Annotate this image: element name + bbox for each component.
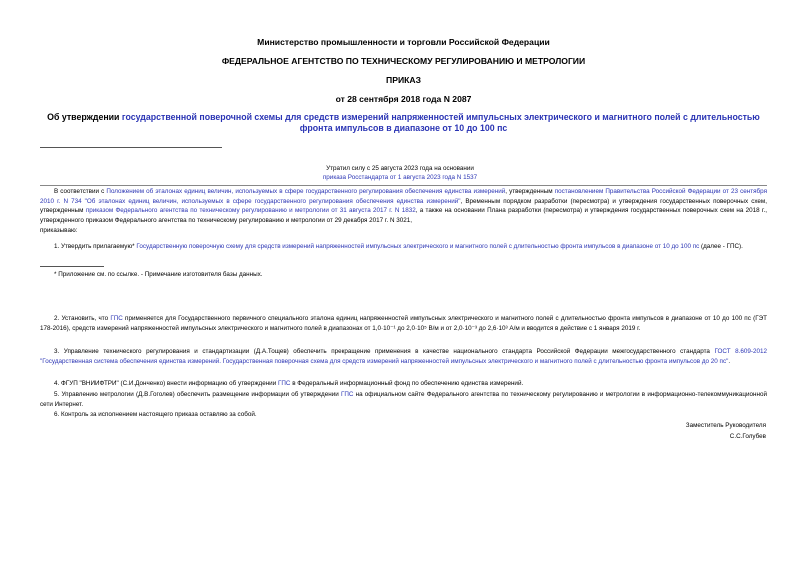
item-5: 5. Управлению метрологии (Д.В.Гоголев) обеспечить размещение информации об утверждении ГПС на официальном сайте Федерального агентства по техническому регулированию и метрологии в информационно-телекоммуникационной сети Интернет.	[40, 391, 767, 408]
title-prefix: Об утверждении	[47, 112, 122, 122]
doc-type-heading: ПРИКАЗ	[386, 75, 421, 85]
item-6: 6. Контроль за исполнением настоящего приказа оставляю за собой.	[54, 411, 257, 418]
ministry-heading: Министерство промышленности и торговли Российской Федерации	[257, 37, 550, 47]
preamble-link-3[interactable]: приказом Федерального агентства по техническому регулированию и метрологии от 31 августа 2017 г. N 1832	[85, 207, 416, 215]
footnote: * Приложение см. по ссылке. - Примечание изготовителя базы данных.	[54, 271, 263, 278]
item-2-link[interactable]: ГПС	[110, 315, 123, 322]
item-3-link[interactable]: ГОСТ 8.609-2012 "Государственная система обеспечения единства измерений. Государственная поверочная схема для средств измерений напряженностей импульсных электрического и магнитного полей с длительностью фронта импульсов до 20 пс"	[40, 348, 767, 365]
preamble-paragraph: В соответствии с Положением об эталонах единиц величин, используемых в сфере государственного регулирования обеспечения единства измерений, утвержденным постановлением Правительства Российской Федерации от 23 сентября 2010 г. N 734 "Об эталонах единиц величин, используемых в сфере государственного регулирования обеспечения единства измерений", Временным порядком разработки (пересмотра) и утверждения государственных поверочных схем, утвержденным приказом Федерального агентства по техническому регулированию и метрологии от 31 августа 2017 г. N 1832, а также на основании Плана разработки (пересмотра) и утверждения государственных поверочных схем на 2018 г., утвержденного приказом Федерального агентства по техническому регулированию и метрологии от 29 декабря 2017 г. N 3021, приказываю:	[40, 188, 768, 234]
item-1: 1. Утвердить прилагаемую* Государственную поверочную схему для средств измерений напряженностей импульсных электрического и магнитного полей с длительностью фронта импульсов в диапазоне от 10 до 100 пс (далее - ГПС).	[54, 243, 743, 250]
separator-line	[40, 147, 222, 148]
signature-position: Заместитель Руководителя	[685, 422, 766, 429]
preamble-link-2[interactable]: постановлением Правительства Российской Федерации от 23 сентября 2010 г. N 734 "Об эталонах единиц величин, используемых в сфере государственного регулирования обеспечения единства измерений"	[40, 188, 767, 205]
footnote-separator	[40, 266, 104, 267]
item-5-link[interactable]: ГПС	[340, 391, 354, 398]
signature-name: С.С.Голубев	[729, 433, 766, 440]
preamble-link-1[interactable]: Положением об эталонах единиц величин, используемых в сфере государственного регулирования обеспечения единства измерений	[106, 188, 506, 195]
title-link[interactable]: государственной поверочной схемы для средств измерений напряженностей импульсных электрического и магнитного полей с длительностью фронта импульсов в диапазоне от 10 до 100 пс	[121, 112, 760, 133]
status-note	[230, 164, 570, 182]
item-4-link[interactable]: ГПС	[277, 380, 291, 387]
status-line: Утратил силу с 25 августа 2023 года на основании	[326, 165, 474, 172]
item-1-link[interactable]: Государственную поверочную схему для средств измерений напряженностей импульсных электрического и магнитного полей с длительностью фронта импульсов в диапазоне от 10 до 100 пс	[136, 243, 700, 250]
item-2: 2. Установить, что ГПС применяется для Государственного первичного специального эталона единиц напряженностей импульсных электрического и магнитного полей с длительностью фронта импульсов в диапазоне от 10 до 100 пс (ГЭТ 178-2016), средств измерений напряженностей импульсных электрического и магнитного полей в диапазонах от 1,0·10⁻¹ до 2,0·10⁵ В/м и от 2,0·10⁻³ до 2,6·10³ А/м и вводится в действие с 1 января 2019 г.	[40, 315, 767, 332]
status-link[interactable]: приказа Росстандарта от 1 августа 2023 года N 1537	[322, 174, 478, 181]
item-3: 3. Управление технического регулирования и стандартизации (Д.А.Тощев) обеспечить прекращение применения в качестве национального стандарта Российской Федерации межгосударственного стандарта ГОСТ 8.609-2012 "Государственная система обеспечения единства измерений. Государственная поверочная схема для средств измерений напряженностей импульсных электрического и магнитного полей с длительностью фронта импульсов до 20 пс".	[40, 348, 767, 365]
document-title	[20, 112, 787, 134]
date-number-heading: от 28 сентября 2018 года N 2087	[335, 94, 472, 104]
item-4: 4. ФГУП "ВНИИФТРИ" (С.И.Донченко) внести информацию об утверждении ГПС в Федеральный информационный фонд по обеспечению единства измерений.	[54, 380, 524, 387]
separator-line-2	[40, 185, 767, 186]
agency-heading: ФЕДЕРАЛЬНОЕ АГЕНТСТВО ПО ТЕХНИЧЕСКОМУ РЕГУЛИРОВАНИЮ И МЕТРОЛОГИИ	[221, 56, 586, 66]
